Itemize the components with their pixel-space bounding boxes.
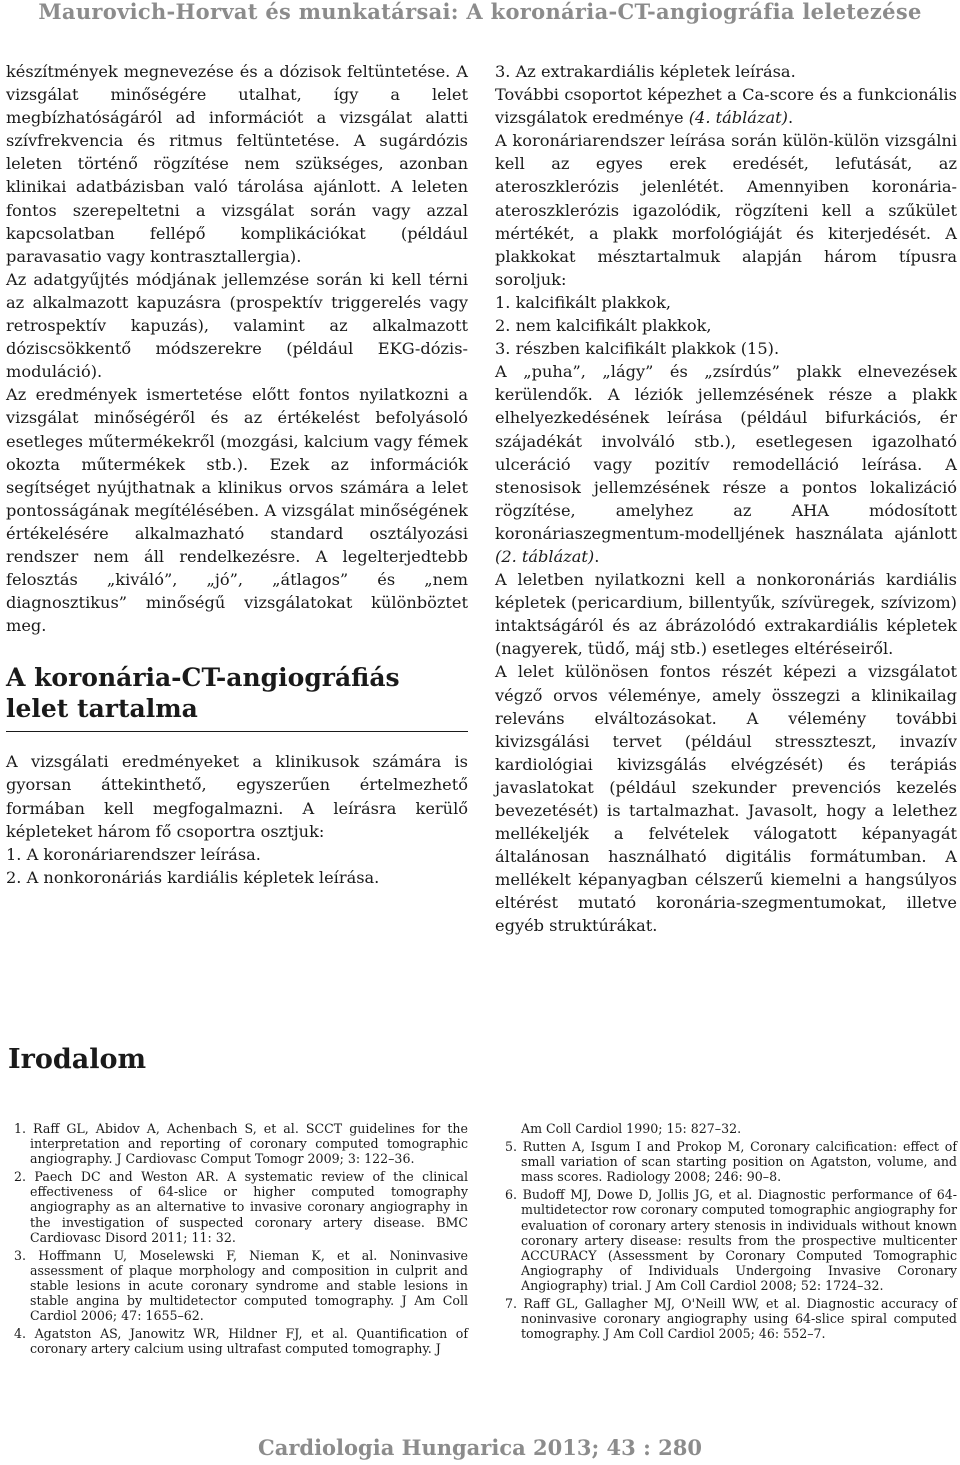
- reference-item: 7. Raff GL, Gallagher MJ, O'Neill WW, et al. Diagnostic accuracy of noninvasive coronary angiography using 64-slice spiral computed tomography. J Am Coll Cardiol 2005; 46: 552–7.: [505, 1296, 957, 1342]
- paragraph: A koronáriarendszer leírása során külön-külön vizsgálni kell az egyes erek eredését, lefutását, az ateroszklerózis jelenlétét. Amennyiben koronária-ateroszklerózis igazolódik, rögzíteni kell a szűkület mértékét, a plakk morfológiáját és kiterjedését. A plakkokat mésztartalmuk alapján három típusra soroljuk:: [495, 131, 957, 289]
- table-reference: (4. táblázat): [688, 108, 788, 128]
- paragraph: [495, 83, 957, 129]
- paragraph: Az adatgyűjtés módjának jellemzése során ki kell térni az alkalmazott kapuzásra (prospektív triggerelés vagy retrospektív kapuzás), valamint az alkalmazott dóziscsökkentő módszerekre (például EKG-dózis-moduláció).: [6, 269, 468, 382]
- page-footer: Cardiologia Hungarica 2013; 43 : 280: [258, 1435, 702, 1460]
- list-item: 3. részben kalcifikált plakkok (15).: [495, 339, 780, 359]
- reference-item: 3. Hoffmann U, Moselewski F, Nieman K, et al. Noninvasive assessment of plaque morphology and composition in culprit and stable lesions in acute coronary syndrome and stable lesions in stable angina by multidetector computed tomography. J Am Coll Cardiol 2006; 47: 1655–62.: [14, 1247, 468, 1324]
- paragraph-text: További csoportot képezhet a Ca-score és a funkcionális vizsgálatok eredménye: [495, 85, 957, 128]
- list-item: 2. nem kalcifikált plakkok,: [495, 316, 712, 336]
- reference-continuation: Am Coll Cardiol 1990; 15: 827–32.: [521, 1121, 742, 1136]
- list-item: 3. Az extrakardiális képletek leírása.: [495, 62, 796, 81]
- reference-item: 5. Rutten A, Isgum I and Prokop M, Coronary calcification: effect of small variation of scan starting position on Agatston, volume, and mass scores. Radiology 2008; 246: 90–8.: [505, 1139, 957, 1185]
- list-item: 2. A nonkoronáriás kardiális képletek leírása.: [6, 867, 380, 887]
- running-head: Maurovich-Horvat és munkatársai: A koronária-CT-angiográfia leletezése: [38, 0, 922, 24]
- paragraph: A leletben nyilatkozni kell a nonkoronáriás kardiális képletek (pericardium, billentyűk, szívüregek, szívizom) intaktságáról és az ábrázolódó extrakardiális képletek (nagyerek, tüdő, máj stb.) esetleges eltéréseiről.: [495, 570, 957, 659]
- list-item: 1. A koronáriarendszer leírása.: [6, 844, 261, 864]
- paragraph: Az eredmények ismertetése előtt fontos nyilatkozni a vizsgálat minőségéről és az értékelést befolyásoló esetleges műtermékekről (mozgási, kalcium vagy fémek okozta műtermékek stb.). Ezek az információk segítséget nyújthatnak a klinikus orvos számára a lelet pontosságának megítélésében. A vizsgálat minőségének értékelésére alkalmazható standard osztályozási rendszer nem áll rendelkezésre. A legelterjedtebb felosztás „kiváló”, „jó”, „átlagos” és „nem diagnosztikus” minőségű vizsgálatokat különböztet meg.: [6, 385, 468, 636]
- reference-item: 6. Budoff MJ, Dowe D, Jollis JG, et al. Diagnostic performance of 64-multidetector row coronary computed tomographic angiography for evaluation of coronary artery stenosis in individuals without known coronary artery disease: results from the prospective multicenter ACCURACY (Assessment by Coronary Computed Tomographic Angiography of Individuals Undergoing Invasive Coronary Angiography) trial. J Am Coll Cardiol 2008; 52: 1724–32.: [505, 1187, 957, 1293]
- paragraph: A vizsgálati eredményeket a klinikusok számára is gyorsan áttekinthető, egyszerűen értelmezhető formában kell megfogalmazni. A leírásra kerülő képleteket három fő csoportra osztjuk:: [6, 752, 468, 841]
- section-heading: A koronária-CT-angiográfiás lelet tartalma: [6, 662, 468, 732]
- list-item: 1. kalcifikált plakkok,: [495, 292, 672, 312]
- right-column: [495, 60, 957, 938]
- table-reference: (2. táblázat): [495, 546, 595, 566]
- paragraph: A lelet különösen fontos részét képezi a vizsgálatot végző orvos véleménye, amely összegzi a klinikailag releváns elváltozásokat. A vélemény további kivizsgálási tervet (például stresszteszt, invazív kardiológiai kivizsgálás elvégzését) és terápiás javaslatokat (például szekunder prevenciós kezelés bevezetését) is tartalmazhat. Javasolt, hogy a lelethez mellékeljék a felvételek válogatott képanyagát általánosan használható digitális formátumban. A mellékelt képanyagban célszerű kiemelni a hangsúlyos eltérést mutató koronária-szegmentumokat, illetve egyéb struktúrákat.: [495, 662, 957, 936]
- paragraph-text: .: [594, 546, 600, 566]
- paragraph-text: A „puha”, „lágy” és „zsírdús” plakk elnevezések kerülendők. A léziók jellemzésének része a plakk elhelyezkedésének leírása (például bifurkációs, ér szájadékát involváló stb.), esetlegesen igazolható ulceráció vagy pozitív remodelláció leírása. A stenosisok jellemzésének része a pontos lokalizáció rögzítése, amelyhez az AHA módosított koronáriaszegmentum-modelljének használata ajánlott: [495, 362, 957, 543]
- reference-item: 1. Raff GL, Abidov A, Achenbach S, et al. SCCT guidelines for the interpretation and reporting of coronary computed tomographic angiography. J Cardiovasc Comput Tomogr 2009; 3: 122–36.: [14, 1121, 468, 1167]
- reference-item: 2. Paech DC and Weston AR. A systematic review of the clinical effectiveness of 64-slice or higher computed tomography angiography as an alternative to invasive coronary angiography in the investigation of suspected coronary artery disease. BMC Cardiovasc Disord 2011; 11: 32.: [14, 1169, 468, 1245]
- paragraph: készítmények megnevezése és a dózisok feltüntetése. A vizsgálat minőségére utalhat, így a lelet megbízhatóságáról ad információt a vizsgálat alatti szívfrekvencia és ritmus feltüntetése. A sugárdózis leleten történő rögzítése nem szükséges, azonban klinikai adatbázisban való tárolása ajánlott. A leleten fontos szerepeltetni a vizsgálat során vagy azzal kapcsolatban fellépő komplikációkat (például paravasatio vagy kontrasztallergia).: [6, 62, 468, 266]
- reference-item: 4. Agatston AS, Janowitz WR, Hildner FJ, et al. Quantification of coronary artery calcium using ultrafast computed tomography. J: [14, 1326, 468, 1357]
- references-left-column: [14, 1121, 468, 1359]
- paragraph: [495, 360, 957, 568]
- left-column: [6, 60, 468, 889]
- references-heading: Irodalom: [8, 1044, 147, 1075]
- references-right-column: [505, 1121, 957, 1344]
- paragraph-text: .: [787, 108, 794, 128]
